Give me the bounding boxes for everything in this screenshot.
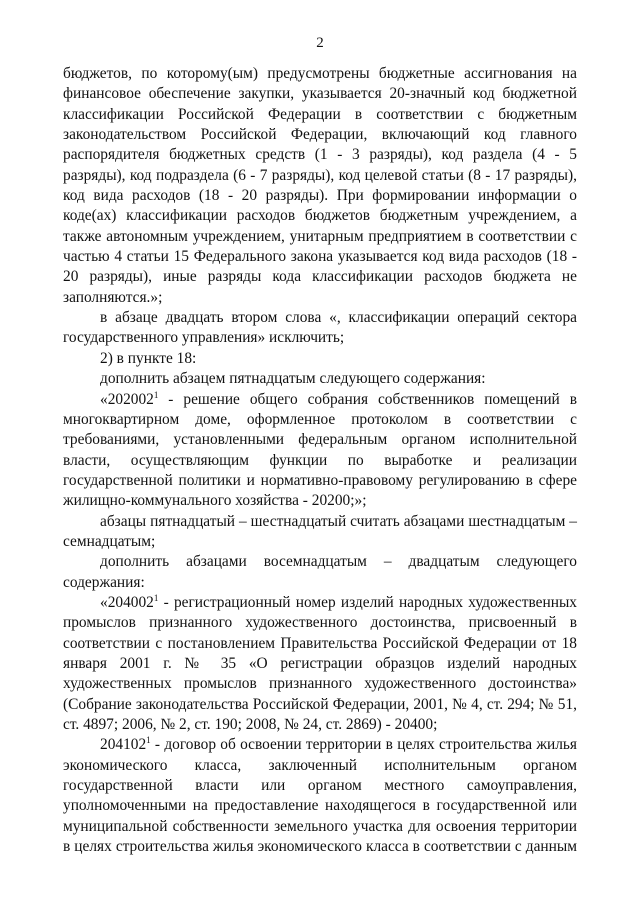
document-body xyxy=(63,64,577,857)
paragraph-abzac-22: в абзаце двадцать втором слова «, классификации операций сектора государственного управления» исключить; xyxy=(63,309,577,347)
paragraph-punkt-18: 2) в пункте 18: xyxy=(100,349,197,367)
paragraph-budget-code: бюджетов, по которому(ым) предусмотрены бюджетные ассигнования на финансовое обеспечение закупки, указывается 20-значный код бюджетной классификации Российской Федерации в соответствии с бюджетным законодательством Российской Федерации, включающий код главного распорядителя бюджетных средств (1 - 3 разряды), код раздела (4 - 5 разряды), код подраздела (6 - 7 разряды), код целевой статьи (8 - 17 разряды), код вида расходов (18 - 20 разряды). При формировании информации о коде(ах) классификации расходов бюджетов бюджетным учреждением, а также автономным учреждением, унитарным предприятием в соответствии с частью 4 статьи 15 Федерального закона указывается код вида расходов (18 - 20 разряды), иные разряды кода классификации расходов бюджета не заполняются.»; xyxy=(63,65,577,306)
code-202002-superscript: 1 xyxy=(153,389,159,400)
code-204102-superscript: 1 xyxy=(146,735,151,746)
paragraph-add-15: дополнить абзацем пятнадцатым следующего содержания: xyxy=(100,370,486,388)
code-204102-text: - договор об освоении территории в целях строительства жилья экономического класса, заключенный исполнительным органом государственной власти или органом местного самоуправления, уполномоченными на предоставление находящегося в государственной или муниципальной собственности земельного участка для освоения территории в целях строительства жилья экономического класса в соответствии с данным xyxy=(63,736,577,856)
code-204002-superscript: 1 xyxy=(153,592,159,603)
paragraph-code-204102 xyxy=(63,735,577,857)
paragraph-code-202002 xyxy=(63,390,577,512)
code-204002: «204002 xyxy=(100,593,154,611)
code-204002-text: - регистрационный номер изделий народных художественных промыслов признанного художественного достоинства, присвоенный в соответствии с постановлением Правительства Российской Федерации от 18 января 2001 г. № 35 «О регистрации образцов изделий народных художественных промыслов признанного художественного достоинства» (Собрание законодательства Российской Федерации, 2001, № 4, ст. 294; № 51, ст. 4897; 2006, № 2, ст. 190; 2008, № 24, ст. 2869) - 20400; xyxy=(63,593,577,733)
paragraph-renumber: абзацы пятнадцатый – шестнадцатый считать абзацами шестнадцатым – семнадцатым; xyxy=(63,512,577,550)
paragraph-add-18-20: дополнить абзацами восемнадцатым – двадцатым следующего содержания: xyxy=(63,553,577,591)
code-202002-text: - решение общего собрания собственников помещений в многоквартирном доме, оформленное протоколом в соответствии с требованиями, установленными федеральным органом исполнительной власти, осуществляющим функции по выработке и реализации государственной политики и нормативно-правовому регулированию в сфере жилищно-коммунального хозяйства - 20200;»; xyxy=(63,390,577,510)
page-number: 2 xyxy=(316,35,324,51)
paragraph-code-204002 xyxy=(63,593,577,735)
code-204102: 204102 xyxy=(100,736,147,754)
code-202002: «202002 xyxy=(100,390,154,408)
